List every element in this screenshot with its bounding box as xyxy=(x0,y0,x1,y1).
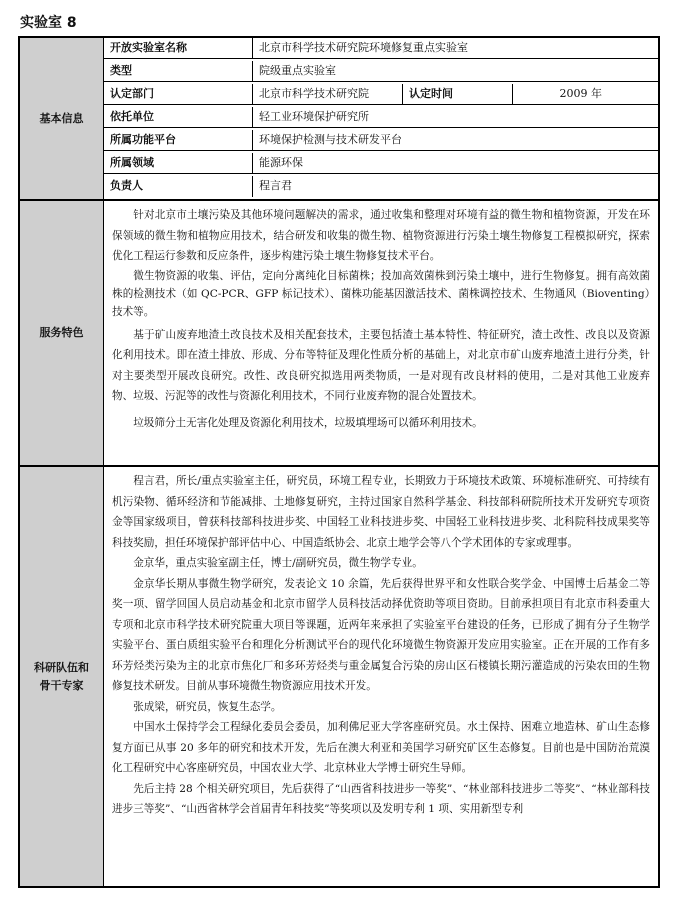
row-dept xyxy=(104,84,658,105)
team-paragraph: 程言君，所长/重点实验室主任，研究员，环境工程专业，长期致力于环境技术政策、环境标准研究、可持续有机污染物、循环经济和节能减排、土地修复研究，主持过国家自然科学基金、科技部科研院所技术开发研究专项资金等国家级项目，曾获科技部科技进步奖、中国轻工业科技进步奖、中国轻工业科技进步奖、北科院科技成果奖等科技奖励，担任环境保护部评估中心、中国造纸协会、北京土地学会等八个学术团体的专家或理事。 xyxy=(112,475,650,549)
dept-label: 认定部门 xyxy=(104,84,253,104)
service-paragraph: 垃圾筛分土无害化处理及资源化利用技术，垃圾填埋场可以循环利用技术。 xyxy=(133,416,483,429)
page-title: 实验室 8 xyxy=(20,15,77,31)
head-label: 负责人 xyxy=(104,176,253,197)
field-label: 所属领域 xyxy=(104,153,253,173)
row-type xyxy=(104,61,658,82)
team-paragraph: 中国水土保持学会工程绿化委员会委员，加利佛尼亚大学客座研究员。水土保持、困难立地造林、矿山生态修复方面已从事 20 多年的研究和技术开发，先后在澳大利亚和美国学习研究矿区生态修复。目前也是中国防治荒漠化工程研究中心客座研究员，中国农业大学、北京林业大学博士研究生导师。 xyxy=(112,721,650,774)
platform-value: 环境保护检测与技术研发平台 xyxy=(259,133,402,146)
row-field xyxy=(104,153,658,174)
lab-info-table xyxy=(18,36,660,888)
service-paragraph: 针对北京市土壤污染及其他环境问题解决的需求，通过收集和整理对环境有益的微生物和植物资源，开发在环保领域的微生物和植物应用技术，结合研发和收集的微生物、植物资源进行污染土壤生物修复工程模拟研究，探索优化工程运行参数和反应条件，逐步构建污染土壤生物修复技术平台。 xyxy=(112,209,650,262)
service-text xyxy=(104,201,658,465)
team-paragraph: 金京华长期从事微生物学研究，发表论文 10 余篇，先后获得世界平和女性联合奖学金、中国博士后基金二等奖一项、留学回国人员启动基金和北京市留学人员科技活动择优资助等项目资助。目前承担项目有北京市科委重大专项和北京市科学技术研究院重大项目等课题，近两年来承担了实验室平台建设的任务，已形成了拥有分子生物学实验平台、蛋白质组实验平台和理化分析测试平台的现代化环境微生物资源开发应用实验室。正在开展的工作有多环芳烃类污染为主的北京市焦化厂和多环芳烃类与重金属复合污染的房山区石楼镇长期污灌造成的污染农田的生物修复技术研发。目前从事环境微生物资源应用技术开发。 xyxy=(112,577,650,692)
head-value: 程言君 xyxy=(259,179,292,192)
date-value: 2009 年 xyxy=(559,87,602,100)
type-label: 类型 xyxy=(104,61,253,81)
lab-name-value: 北京市科学技术研究院环境修复重点实验室 xyxy=(259,41,468,54)
team-text xyxy=(104,467,658,886)
basic-info-label: 基本信息 xyxy=(20,38,104,200)
service-label: 服务特色 xyxy=(20,201,104,465)
platform-label: 所属功能平台 xyxy=(104,130,253,150)
service-paragraph: 基于矿山废弃地渣土改良技术及相关配套技术，主要包括渣土基本特性、特征研究，渣土改性、改良以及资源化利用技术。即在渣土排放、形成、分布等特征及理化性质分析的基础上，对北京市矿山废弃地渣土进行分类，针对主要类型开展改良研究。改性、改良研究拟选用两类物质，一是对现有改良材料的使用，二是对其他工业废弃物、垃圾、污泥等的改性与资源化利用技术，不同行业废弃物的混合处置技术。 xyxy=(112,328,650,402)
date-label: 认定时间 xyxy=(403,84,513,104)
row-unit xyxy=(104,107,658,128)
team-paragraph: 先后主持 28 个相关研究项目，先后获得了“山西省科技进步一等奖”、“林业部科技进步二等奖”、“林业部科技进步三等奖”、“山西省林学会首届青年科技奖”等奖项以及发明专利 1 项、实用新型专利 xyxy=(112,782,650,815)
unit-value: 轻工业环境保护研究所 xyxy=(259,110,369,123)
service-paragraph: 微生物资源的收集、评估，定向分离纯化目标菌株；投加高效菌株到污染土壤中，进行生物修复。拥有高效菌株的检测技术（如 QC-PCR、GFP 标记技术）、菌株功能基因激活技术、菌株调控技术、生物通风（Bioventing）技术等。 xyxy=(112,269,650,318)
team-paragraph: 金京华，重点实验室副主任，博士/副研究员，微生物学专业。 xyxy=(133,557,423,569)
team-paragraph: 张成梁，研究员，恢复生态学。 xyxy=(133,700,282,713)
team-label xyxy=(20,467,104,886)
row-platform xyxy=(104,130,658,151)
lab-name-label: 开放实验室名称 xyxy=(104,38,253,58)
field-value: 能源环保 xyxy=(259,156,303,169)
dept-value: 北京市科学技术研究院 xyxy=(253,84,403,104)
row-head xyxy=(104,176,658,197)
type-value: 院级重点实验室 xyxy=(259,64,336,77)
unit-label: 依托单位 xyxy=(104,107,253,127)
team-label-text: 科研队伍和骨干专家 xyxy=(34,660,89,692)
row-lab-name xyxy=(104,38,658,59)
